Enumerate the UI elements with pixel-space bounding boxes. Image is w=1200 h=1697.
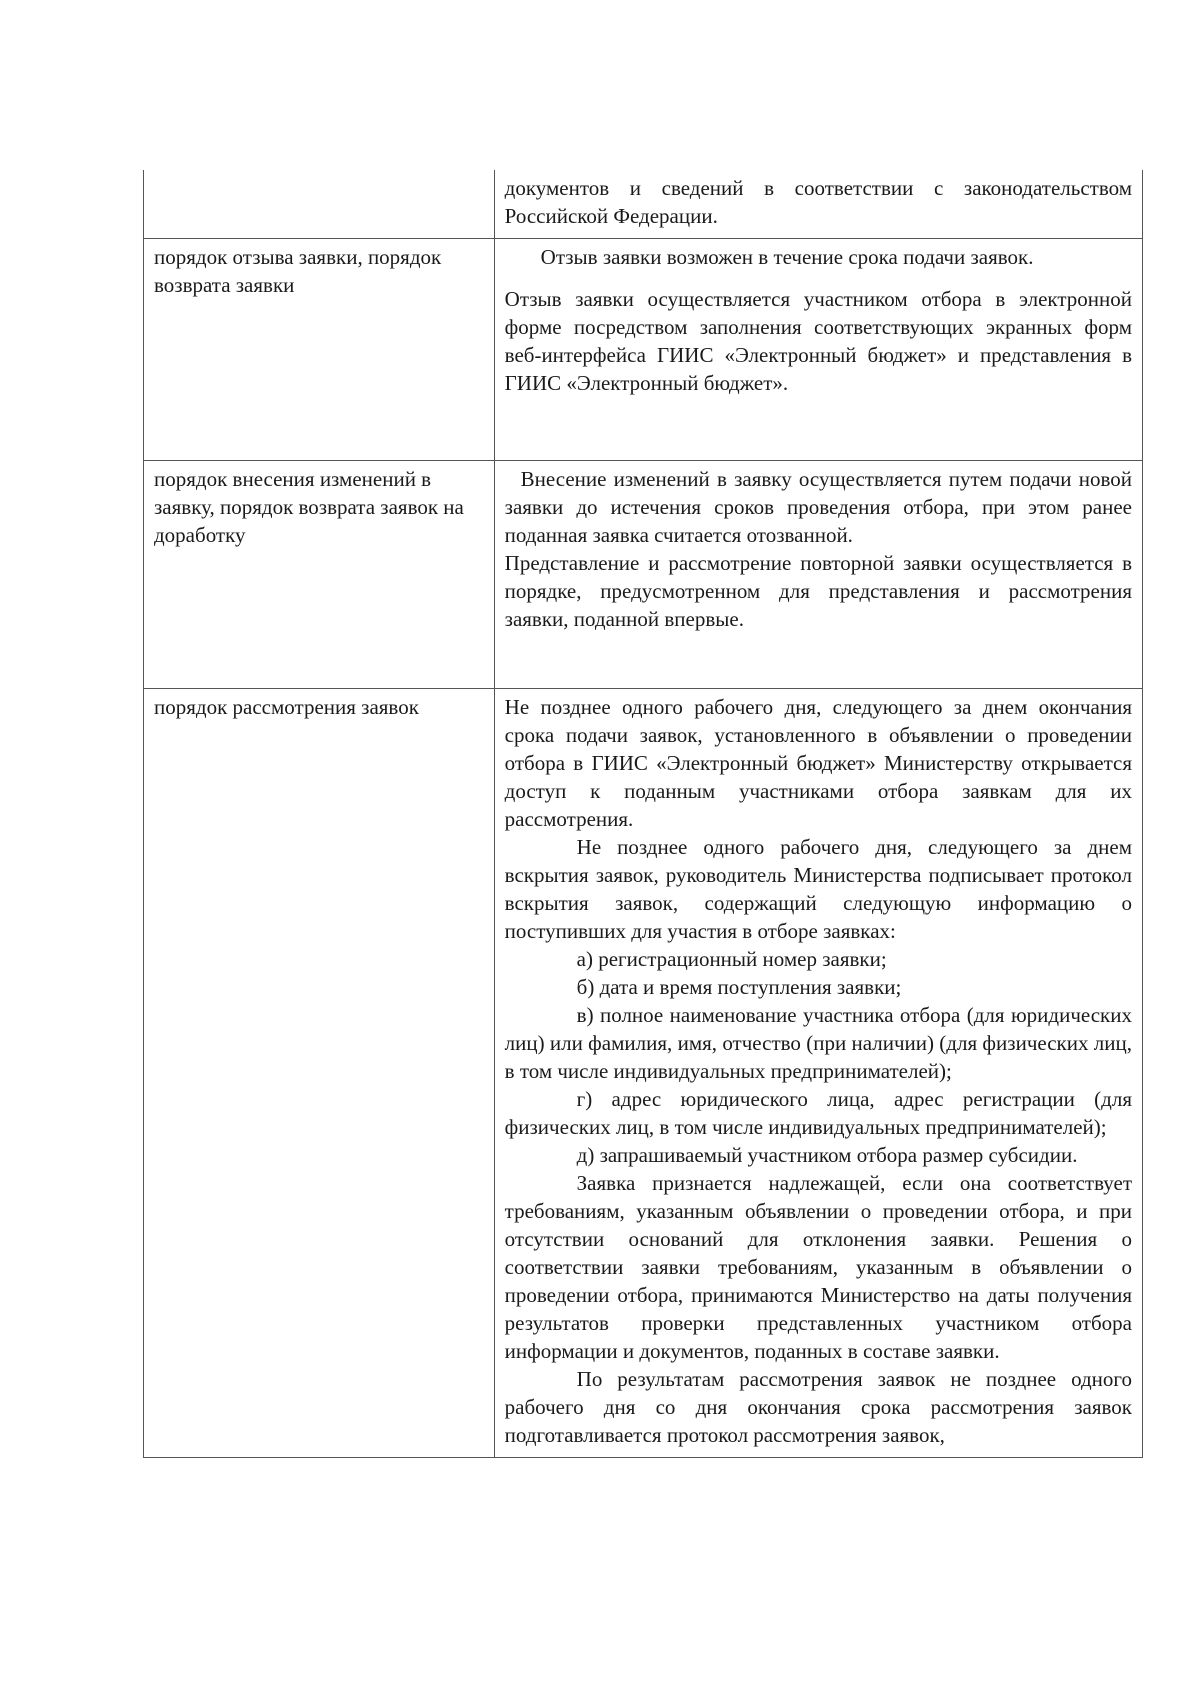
table-row [144,689,1143,1458]
paragraph: Представление и рассмотрение повторной заявки осуществляется в порядке, предусмотренном для представления и рассмотрения заявки, поданной впервые. [504,551,1132,631]
paragraph: Не позднее одного рабочего дня, следующего за днем вскрытия заявок, руководитель Министерства подписывает протокол вскрытия заявок, содержащий следующую информацию о поступивших для участия в отборе заявках: [504,835,1132,943]
paragraph: Не позднее одного рабочего дня, следующего за днем окончания срока подачи заявок, установленного в объявлении о проведении отбора в ГИИС «Электронный бюджет» Министерству открывается доступ к поданным участниками отбора заявкам для их рассмотрения. [504,695,1132,831]
table-row [144,170,1143,239]
row-label-cell: порядок внесения изменений в заявку, порядок возврата заявок на доработку [144,461,495,689]
paragraph: Заявка признается надлежащей, если она соответствует требованиям, указанным объявлении о проведении отбора, и при отсутствии оснований для отклонения заявки. Решения о соответствии заявки требованиям, указанным в объявлении о проведении отбора, принимаются Министерство на даты получения результатов проверки представленных участником отбора информации и документов, поданных в составе заявки. [504,1171,1132,1363]
row-content-cell [494,461,1142,689]
list-item: б) дата и время поступления заявки; [576,975,902,999]
row-label-cell [144,170,495,239]
row-content-cell [494,689,1142,1458]
table-row [144,461,1143,689]
table-row [144,239,1143,461]
paragraph: Отзыв заявки возможен в течение срока подачи заявок. [540,245,1034,269]
list-item: д) запрашиваемый участником отбора размер субсидии. [576,1143,1078,1167]
row-label-cell: порядок отзыва заявки, порядок возврата заявки [144,239,495,461]
procedure-table [143,170,1143,1458]
row-content-cell [494,239,1142,461]
paragraph: По результатам рассмотрения заявок не позднее одного рабочего дня со дня окончания срока рассмотрения заявок подготавливается протокол рассмотрения заявок, [504,1367,1132,1447]
row-label-cell: порядок рассмотрения заявок [144,689,495,1458]
list-item: а) регистрационный номер заявки; [576,947,887,971]
row-content-cell [494,170,1142,239]
list-item: г) адрес юридического лица, адрес регистрации (для физических лиц, в том числе индивидуальных предпринимателей); [504,1087,1132,1139]
paragraph: Отзыв заявки осуществляется участником отбора в электронной форме посредством заполнения соответствующих экранных форм веб-интерфейса ГИИС «Электронный бюджет» и представления в ГИИС «Электронный бюджет». [504,287,1132,395]
paragraph: документов и сведений в соответствии с законодательством Российской Федерации. [504,176,1132,228]
paragraph: Внесение изменений в заявку осуществляется путем подачи новой заявки до истечения сроков проведения отбора, при этом ранее поданная заявка считается отозванной. [504,467,1132,547]
list-item: в) полное наименование участника отбора (для юридических лиц) или фамилия, имя, отчество (при наличии) (для физических лиц, в том числе индивидуальных предпринимателей); [504,1003,1132,1083]
